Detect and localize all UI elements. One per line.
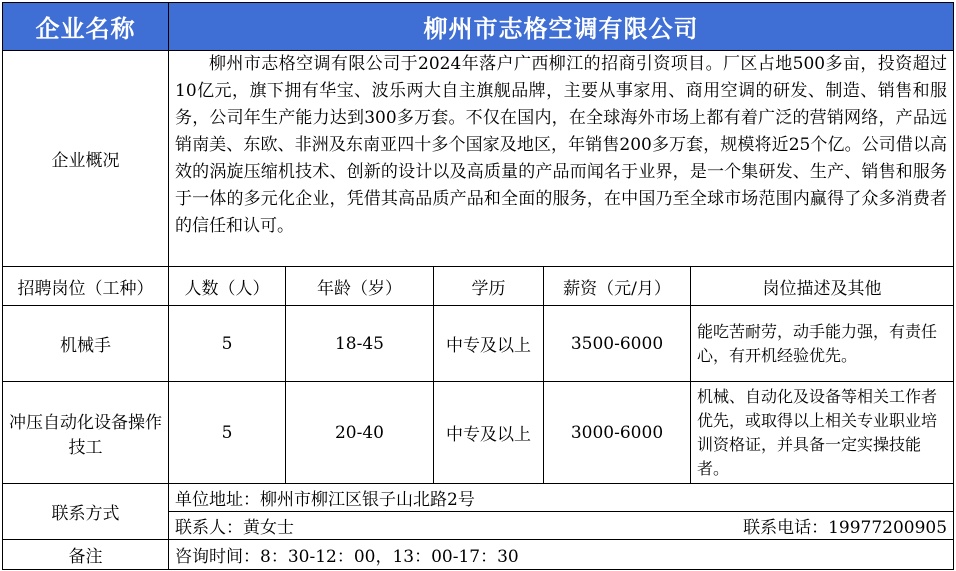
table-row <box>3 306 954 382</box>
table-row <box>3 382 954 484</box>
job-age: 18-45 <box>286 306 434 382</box>
header-salary: 薪资（元/月） <box>544 267 691 306</box>
jobs-header-row <box>3 267 954 306</box>
job-age: 20-40 <box>286 382 434 484</box>
overview-text: 柳州市志格空调有限公司于2024年落户广西柳江的招商引资项目。厂区占地500多亩，投资超过10亿元，旗下拥有华宝、波乐两大自主旗舰品牌，主要从事家用、商用空调的研发、制造、销售和服务，公司年生产能力达到300多万套。不仅在国内，在全球海外市场上都有着广泛的营销网络，产品远销南美、东欧、非洲及东南亚四十多个国家及地区，年销售200多万套，规模将近25个亿。公司借以高效的涡旋压缩机技术、创新的设计以及高质量的产品而闻名于业界，是一个集研发、生产、销售和服务于一体的多元化企业，凭借其高品质产品和全面的服务，在中国乃至全球市场范围内赢得了众多消费者的信任和认可。 <box>175 54 948 236</box>
job-position: 冲压自动化设备操作技工 <box>3 382 169 484</box>
job-education: 中专及以上 <box>434 382 544 484</box>
job-count: 5 <box>169 306 286 382</box>
header-age: 年龄（岁） <box>286 267 434 306</box>
header-count: 人数（人） <box>169 267 286 306</box>
remarks-label: 备注 <box>3 540 169 570</box>
company-name: 柳州市志格空调有限公司 <box>169 3 954 51</box>
header-row <box>3 3 954 51</box>
contact-person: 联系人：黄女士 <box>175 518 294 538</box>
header-position: 招聘岗位（工种） <box>3 267 169 306</box>
remarks-row <box>3 540 954 570</box>
job-count: 5 <box>169 382 286 484</box>
recruitment-table <box>2 2 954 570</box>
job-education: 中专及以上 <box>434 306 544 382</box>
header-description: 岗位描述及其他 <box>691 267 954 306</box>
job-description: 机械、自动化及设备等相关工作者优先，或取得以上相关专业职业培训资格证，并具备一定实操技能者。 <box>691 382 954 484</box>
job-salary: 3000-6000 <box>544 382 691 484</box>
overview-cell <box>169 51 954 267</box>
contact-phone: 联系电话：19977200905 <box>743 518 948 538</box>
job-description: 能吃苦耐劳，动手能力强，有责任心，有开机经验优先。 <box>691 306 954 382</box>
contact-label: 联系方式 <box>3 484 169 540</box>
overview-label: 企业概况 <box>3 51 169 267</box>
job-position: 机械手 <box>3 306 169 382</box>
header-education: 学历 <box>434 267 544 306</box>
contact-address-row <box>3 484 954 512</box>
overview-row <box>3 51 954 267</box>
contact-address: 单位地址：柳州市柳江区银子山北路2号 <box>169 484 954 512</box>
job-salary: 3500-6000 <box>544 306 691 382</box>
contact-person-cell <box>169 512 954 540</box>
company-name-label: 企业名称 <box>3 3 169 51</box>
remarks-text: 咨询时间：8：30-12：00，13：00-17：30 <box>169 540 954 570</box>
